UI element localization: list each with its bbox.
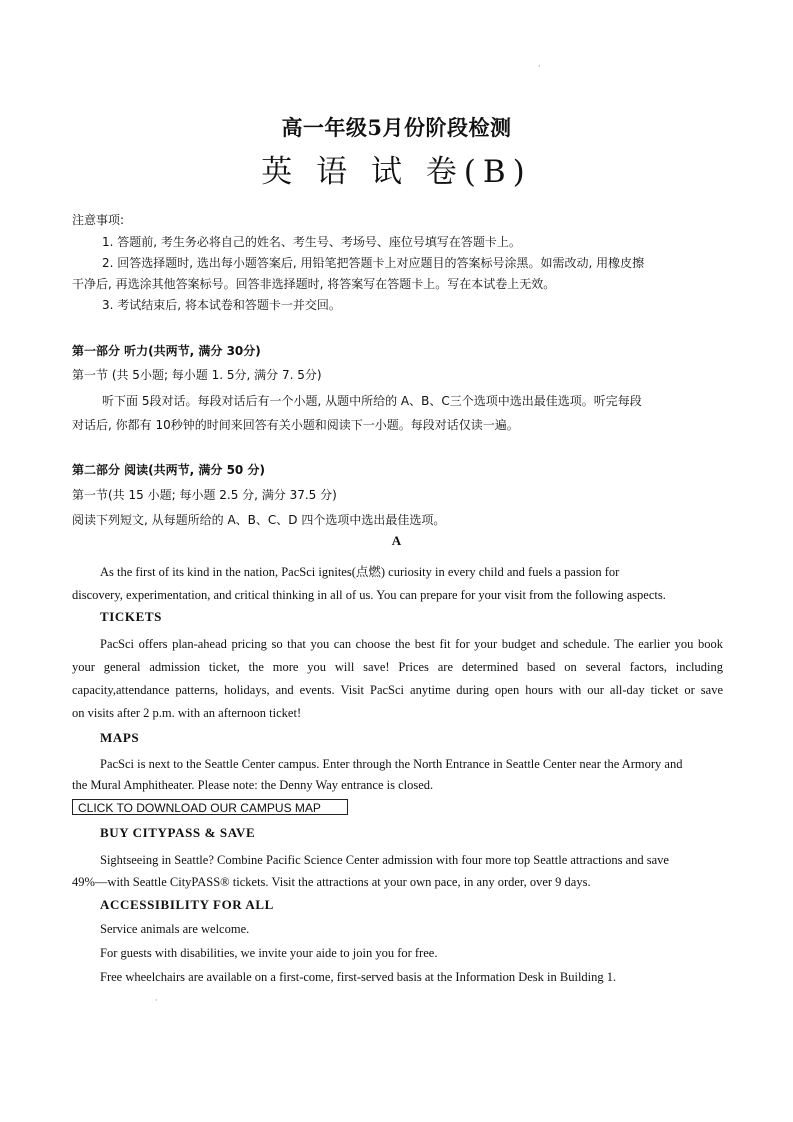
tickets-line-3: capacity,attendance patterns, holidays, and events. Visit PacSci anytime during open hours with our all-day ticket or save <box>72 683 723 697</box>
tickets-heading: TICKETS <box>100 609 163 624</box>
tickets-line-4: on visits after 2 p.m. with an afternoon ticket! <box>72 706 302 720</box>
notes-heading: 注意事项: <box>72 213 125 227</box>
part1-heading: 第一部分 听力(共两节, 满分 30分) <box>72 344 261 358</box>
campus-map-download-link[interactable]: CLICK TO DOWNLOAD OUR CAMPUS MAP <box>72 799 348 815</box>
citypass-line-1: Sightseeing in Seattle? Combine Pacific Science Center admission with four more top Seattle attractions and save <box>100 853 669 867</box>
passage-letter: A <box>391 533 402 548</box>
tickets-line-1: PacSci offers plan-ahead pricing so that you can choose the best fit for your budget and schedule. The earlier you book <box>100 637 723 651</box>
maps-heading: MAPS <box>100 730 140 745</box>
citypass-heading: BUY CITYPASS & SAVE <box>100 825 256 840</box>
passage-intro-line-2: discovery, experimentation, and critical thinking in all of us. You can prepare for your visit from the following aspects. <box>72 588 666 602</box>
part1-instructions-line-1: 听下面 5段对话。每段对话后有一个小题, 从题中所给的 A、B、C三个选项中选出最佳选项。听完每段 <box>102 394 642 408</box>
notes-item-2-line-2: 干净后, 再选涂其他答案标号。回答非选择题时, 将答案写在答题卡上。写在本试卷上无效。 <box>72 277 556 291</box>
part1-section1: 第一节 (共 5小题; 每小题 1. 5分, 满分 7. 5分) <box>72 368 322 382</box>
accessibility-line-2: For guests with disabilities, we invite your aide to join you for free. <box>100 946 438 960</box>
accessibility-line-3: Free wheelchairs are available on a first-come, first-served basis at the Information Desk in Building 1. <box>100 970 617 984</box>
accessibility-line-1: Service animals are welcome. <box>100 922 250 936</box>
notes-item-2-line-1: 2. 回答选择题时, 选出每小题答案后, 用铅笔把答题卡上对应题目的答案标号涂黑。如需改动, 用橡皮擦 <box>102 256 645 270</box>
exam-subtitle: 英 语 试 卷(B) <box>261 154 532 190</box>
exam-title: 高一年级5月份阶段检测 <box>281 115 512 140</box>
notes-item-1: 1. 答题前, 考生务必将自己的姓名、考生号、考场号、座位号填写在答题卡上。 <box>102 235 521 249</box>
passage-intro-line-1: As the first of its kind in the nation, PacSci ignites(点燃) curiosity in every child and fuels a passion for <box>100 565 620 579</box>
part2-section1: 第一节(共 15 小题; 每小题 2.5 分, 满分 37.5 分) <box>72 488 337 502</box>
tickets-line-2: your general admission ticket, the more you will save! Prices are determined based on several factors, including <box>72 660 723 674</box>
part2-heading: 第二部分 阅读(共两节, 满分 50 分) <box>72 463 265 477</box>
maps-line-2: the Mural Amphitheater. Please note: the Denny Way entrance is closed. <box>72 778 434 792</box>
notes-item-3: 3. 考试结束后, 将本试卷和答题卡一并交回。 <box>102 298 341 312</box>
scan-dot-bottom: · <box>155 996 158 1005</box>
scan-dot: · <box>538 62 541 71</box>
part2-instructions: 阅读下列短文, 从每题所给的 A、B、C、D 四个选项中选出最佳选项。 <box>72 513 446 527</box>
accessibility-heading: ACCESSIBILITY FOR ALL <box>100 897 274 912</box>
citypass-line-2: 49%—with Seattle CityPASS® tickets. Visit the attractions at your own pace, in any order, over 9 days. <box>72 875 591 889</box>
part1-instructions-line-2: 对话后, 你都有 10秒钟的时间来回答有关小题和阅读下一小题。每段对话仅读一遍。 <box>72 418 519 432</box>
maps-line-1: PacSci is next to the Seattle Center campus. Enter through the North Entrance in Seattle Center near the Armory and <box>100 757 683 771</box>
